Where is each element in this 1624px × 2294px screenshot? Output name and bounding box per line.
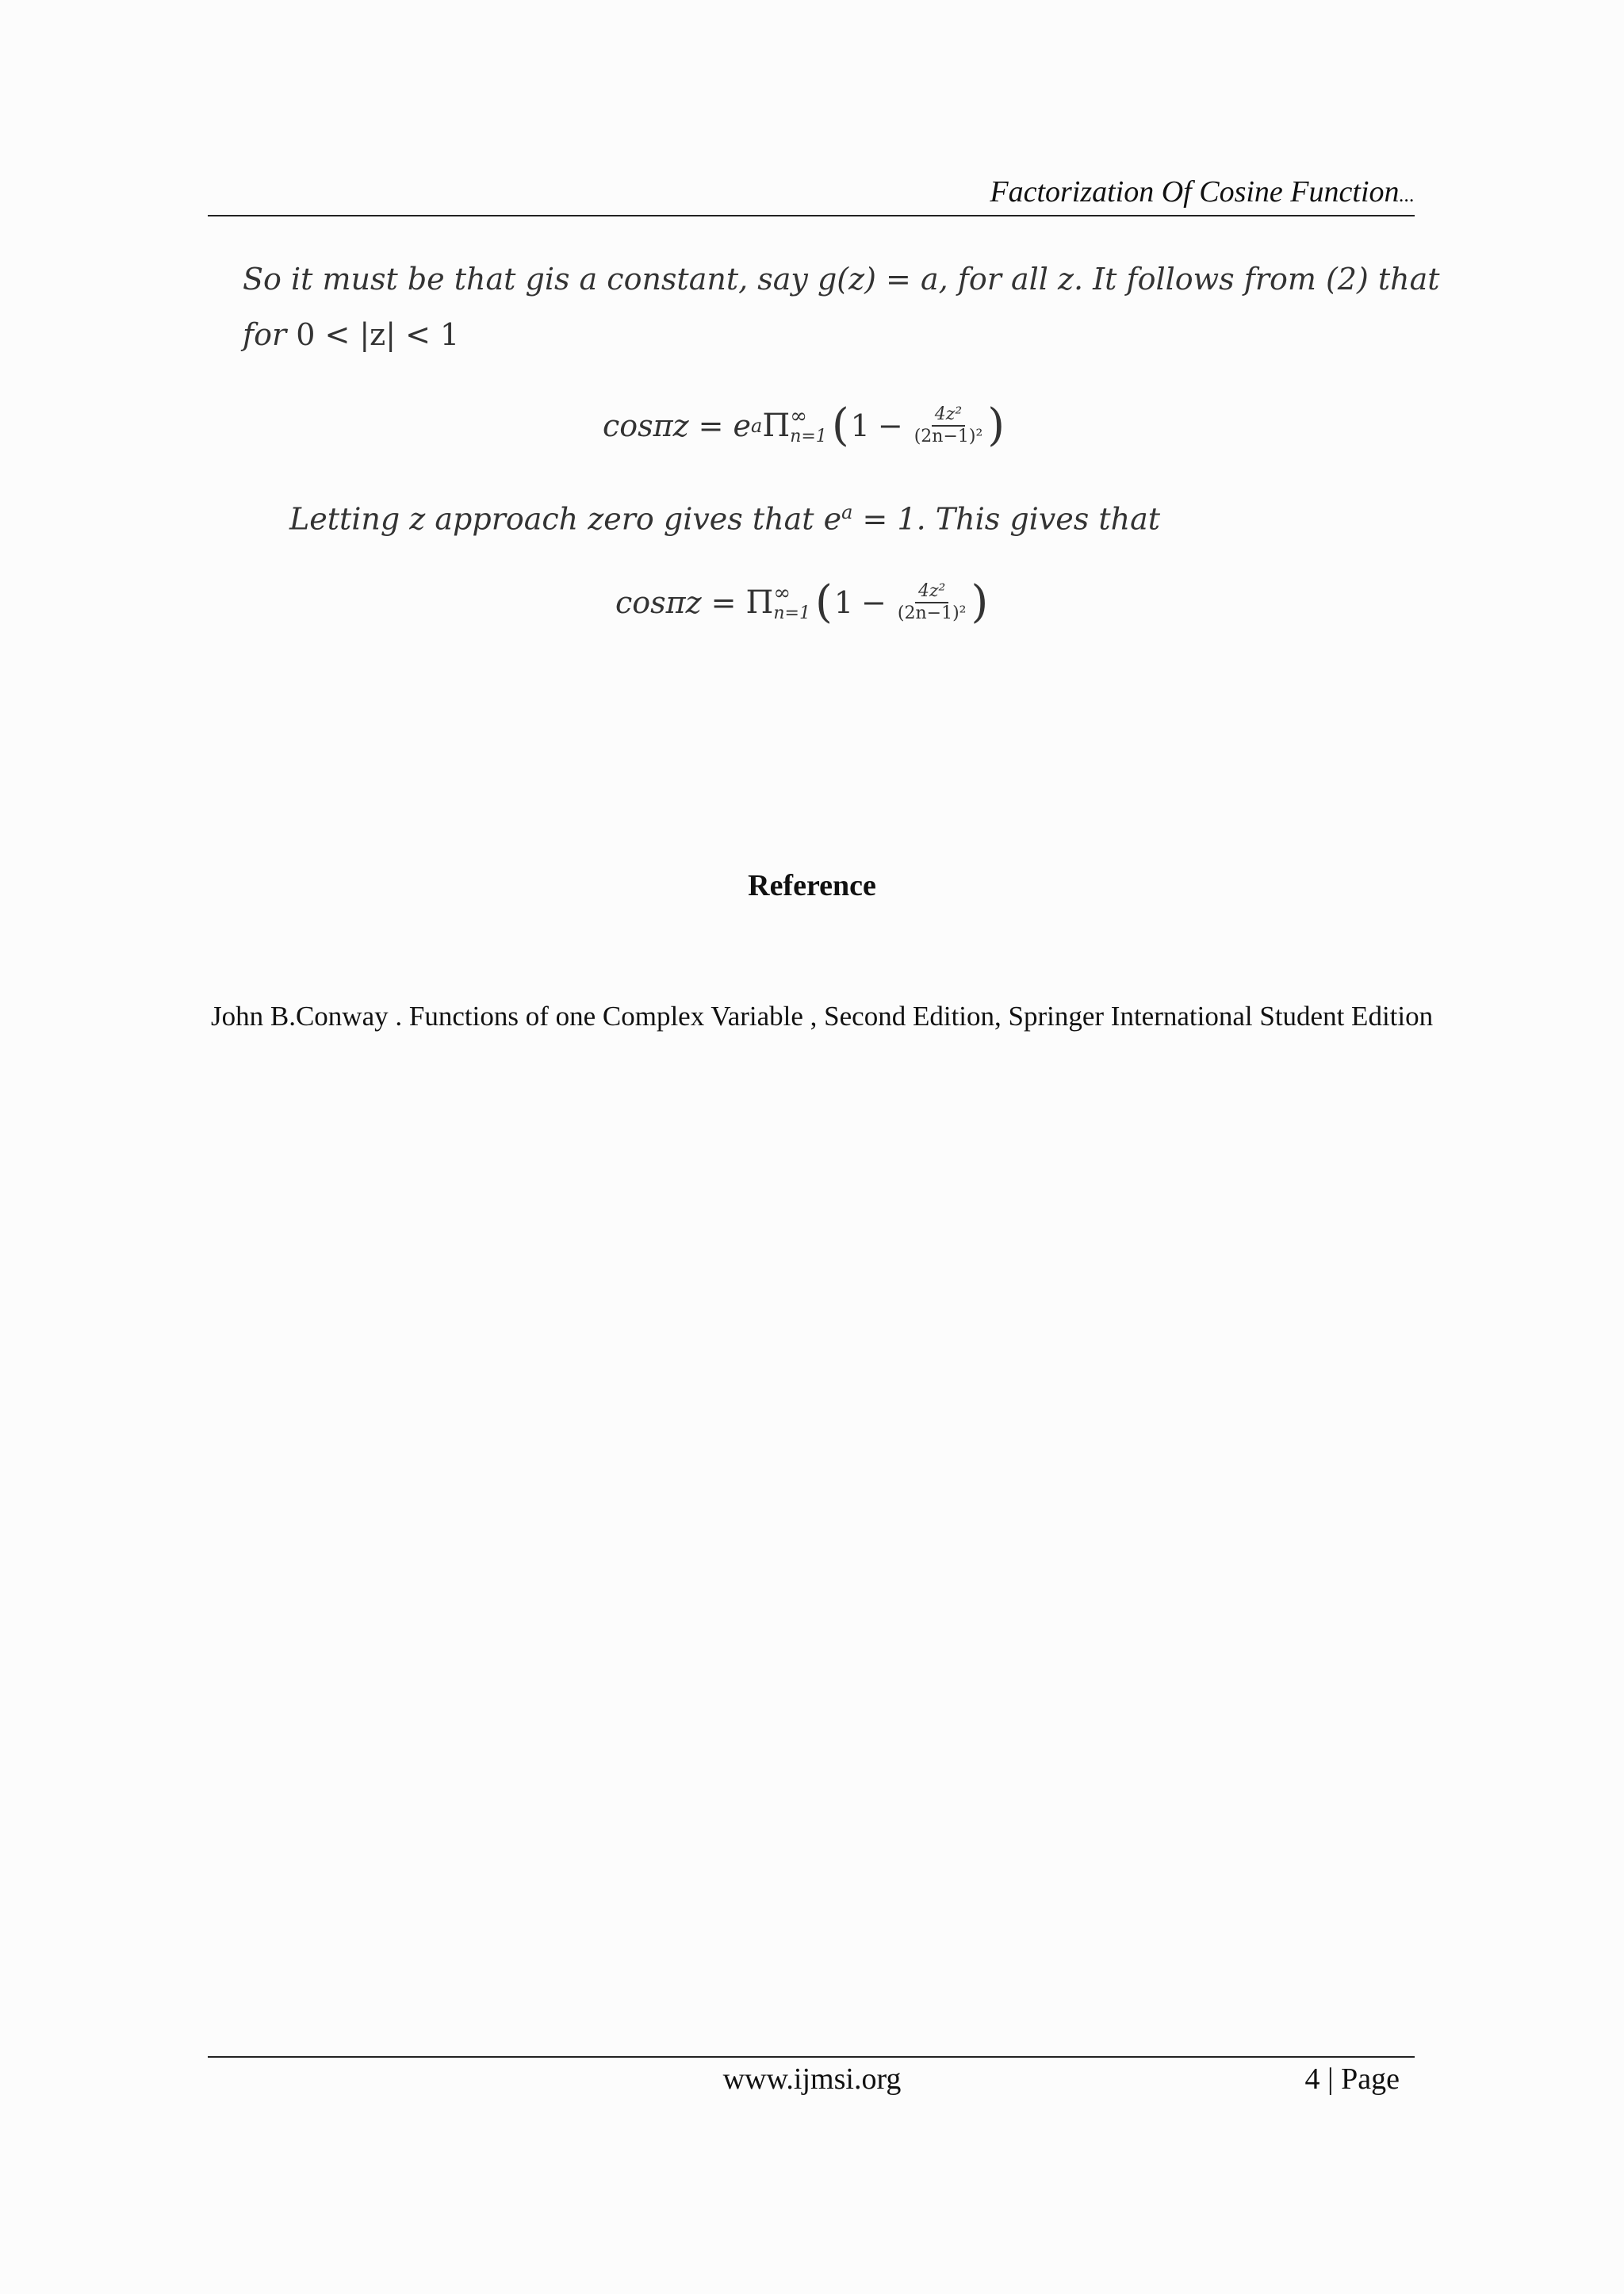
eq-close-paren: ) (987, 400, 1005, 451)
eq-product-lower: n=1 (773, 603, 810, 624)
reference-entry: John B.Conway . Functions of one Complex Variable , Second Edition, Springer International Student Edition (211, 1001, 1434, 1032)
eq-equals: = (698, 408, 724, 443)
eq-lhs: cosπz (603, 408, 689, 443)
eq-numerator: 4z² (932, 406, 965, 427)
running-title-ellipsis: ... (1399, 183, 1415, 206)
eq-one: 1 (833, 585, 854, 620)
inline-exponent: a (841, 501, 853, 523)
eq-fraction (898, 583, 967, 622)
running-header (208, 173, 1415, 214)
eq-equals: = (710, 585, 737, 620)
paragraph-text: Letting z approach zero gives that e (289, 501, 842, 537)
paragraph-line (243, 316, 459, 354)
header-rule (208, 215, 1415, 216)
eq-factor: e (733, 408, 751, 443)
paragraph-line (289, 493, 1160, 538)
eq-lhs: cosπz (615, 585, 702, 620)
eq-product-upper: ∞ (790, 404, 807, 428)
eq-denominator: (2n−1)² (914, 427, 983, 446)
eq-open-paren: ( (831, 400, 849, 451)
inline-math: 0 < |z| < 1 (296, 317, 460, 352)
eq-denominator: (2n−1)² (897, 603, 967, 623)
eq-product-limits (790, 406, 827, 446)
footer-url: www.ijmsi.org (722, 2062, 902, 2096)
paragraph-line: So it must be that gis a constant, say g(z) = a, for all z. It follows from (2) that (243, 262, 1440, 297)
page-number: 4 | Page (1304, 2062, 1400, 2096)
eq-factor-exponent: a (751, 415, 763, 437)
running-title: Factorization Of Cosine Function (990, 175, 1400, 209)
eq-product-symbol: Π (745, 584, 774, 621)
eq-product-upper: ∞ (773, 580, 791, 605)
eq-product-symbol: Π (762, 408, 791, 444)
paragraph-text: = 1. This gives that (852, 501, 1161, 537)
equation-1 (603, 400, 1006, 451)
equation-2 (615, 577, 990, 628)
eq-minus: − (861, 585, 887, 620)
eq-minus: − (877, 408, 903, 443)
eq-product-lower: n=1 (790, 427, 827, 447)
eq-one: 1 (850, 408, 870, 443)
eq-open-paren: ( (815, 576, 833, 628)
references-heading: Reference (748, 869, 876, 902)
paragraph-text: for (243, 317, 287, 352)
eq-close-paren: ) (971, 576, 989, 628)
eq-fraction (914, 406, 983, 446)
eq-product-limits (773, 580, 810, 624)
eq-numerator: 4z² (915, 583, 948, 603)
footer-rule (208, 2056, 1415, 2058)
